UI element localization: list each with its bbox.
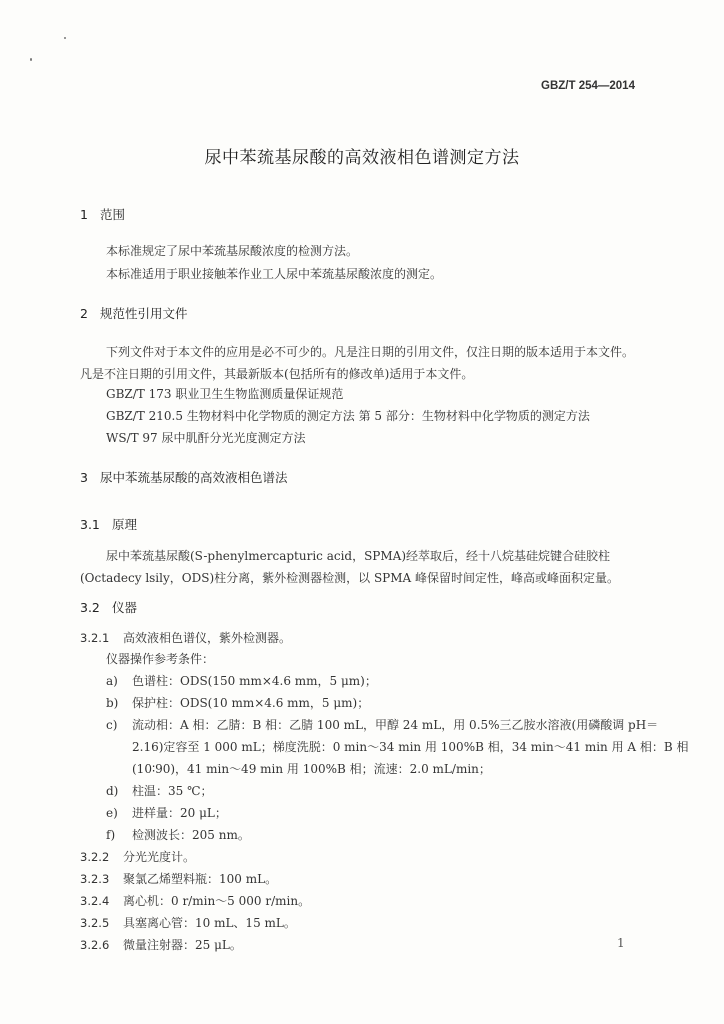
clause-number: 3.2.5 xyxy=(80,916,110,930)
condition-item xyxy=(106,672,377,689)
condition-continuation: 2.16)定容至 1 000 mL；梯度洗脱：0 min～34 min 用 100%B 相，34 min～41 min 用 A 相：B 相 xyxy=(132,740,689,754)
condition-label: c) xyxy=(106,718,118,732)
clause-text: 高效液相色谱仪，紫外检测器。 xyxy=(123,631,292,645)
condition-text: 进样量：20 μL； xyxy=(132,806,227,820)
condition-label: f) xyxy=(106,828,116,842)
section-title: 范围 xyxy=(100,207,126,222)
clause-3-2-3 xyxy=(80,870,277,887)
reference-item: GBZ/T 173 职业卫生生物监测质量保证规范 xyxy=(106,387,344,401)
section-number: 1 xyxy=(80,207,88,222)
condition-item xyxy=(106,804,227,821)
condition-item xyxy=(106,826,250,843)
clause-text: 具塞离心管：10 mL、15 mL。 xyxy=(123,916,296,930)
condition-label: e) xyxy=(106,806,118,820)
clause-3-2-1 xyxy=(80,629,291,646)
condition-label: a) xyxy=(106,674,118,688)
condition-text: 色谱柱：ODS(150 mm×4.6 mm，5 μm)； xyxy=(132,674,377,688)
section-number: 2 xyxy=(80,306,88,321)
clause-3-2-6 xyxy=(80,936,242,953)
condition-text: 流动相：A 相：乙腈：B 相：乙腈 100 mL，甲醇 24 mL，用 0.5%三乙胺水溶液(用磷酸调 pH＝ xyxy=(132,718,659,732)
page-title: 尿中苯巯基尿酸的高效液相色谱测定方法 xyxy=(204,148,520,168)
subsection-3-1-heading xyxy=(80,515,137,533)
condition-text: 保护柱：ODS(10 mm×4.6 mm，5 μm)； xyxy=(132,696,370,710)
section-number: 3 xyxy=(80,470,88,485)
condition-text: 检测波长：205 nm。 xyxy=(132,828,250,842)
clause-3-2-2 xyxy=(80,848,195,865)
section-1-heading xyxy=(80,205,125,223)
clause-text: 微量注射器：25 μL。 xyxy=(123,938,242,952)
paragraph: 下列文件对于本文件的应用是必不可少的。凡是注日期的引用文件，仅注日期的版本适用于本文件。凡是不注日期的引用文件，其最新版本(包括所有的修改单)适用于本文件。 xyxy=(80,345,635,381)
paragraph: 本标准适用于职业接触苯作业工人尿中苯巯基尿酸浓度的测定。 xyxy=(106,267,443,281)
section-title: 规范性引用文件 xyxy=(100,306,188,321)
standard-code: GBZ/T 254—2014 xyxy=(541,80,635,92)
conditions-label: 仪器操作参考条件： xyxy=(106,652,215,666)
clause-3-2-5 xyxy=(80,914,296,931)
section-title: 尿中苯巯基尿酸的高效液相色谱法 xyxy=(100,470,288,485)
condition-text: 柱温：35 ℃； xyxy=(132,784,213,798)
reference-item: WS/T 97 尿中肌酐分光光度测定方法 xyxy=(106,431,306,445)
subsection-3-2-heading xyxy=(80,598,137,616)
paragraph: 尿中苯巯基尿酸(S-phenylmercapturic acid，SPMA)经萃取后，经十八烷基硅烷键合硅胶柱(Octadecy lsily，ODS)柱分离，紫外检测器检测，以 SPMA 峰保留时间定性，峰高或峰面积定量。 xyxy=(80,549,620,585)
condition-continuation: (10∶90)，41 min～49 min 用 100%B 相；流速：2.0 mL/min； xyxy=(132,762,491,776)
page-number: 1 xyxy=(617,936,625,950)
section-3-heading xyxy=(80,468,288,486)
clause-text: 离心机：0 r/min～5 000 r/min。 xyxy=(123,894,311,908)
section-2-heading xyxy=(80,304,188,322)
subsection-title: 仪器 xyxy=(112,600,138,615)
reference-item: GBZ/T 210.5 生物材料中化学物质的测定方法 第 5 部分：生物材料中化学物质的测定方法 xyxy=(106,409,590,423)
clause-number: 3.2.6 xyxy=(80,938,110,952)
clause-number: 3.2.2 xyxy=(80,850,110,864)
clause-number: 3.2.3 xyxy=(80,872,110,886)
scan-speck xyxy=(64,37,66,39)
subsection-number: 3.2 xyxy=(80,600,100,615)
clause-text: 聚氯乙烯塑料瓶：100 mL。 xyxy=(123,872,278,886)
condition-label: d) xyxy=(106,784,119,798)
condition-item xyxy=(106,782,213,799)
condition-item xyxy=(106,716,658,733)
clause-3-2-4 xyxy=(80,892,310,909)
clause-text: 分光光度计。 xyxy=(123,850,196,864)
scan-speck xyxy=(30,58,32,61)
condition-label: b) xyxy=(106,696,119,710)
condition-item xyxy=(106,694,369,711)
clause-number: 3.2.1 xyxy=(80,631,110,645)
clause-number: 3.2.4 xyxy=(80,894,110,908)
subsection-number: 3.1 xyxy=(80,517,100,532)
subsection-title: 原理 xyxy=(112,517,138,532)
paragraph: 本标准规定了尿中苯巯基尿酸浓度的检测方法。 xyxy=(106,244,359,258)
